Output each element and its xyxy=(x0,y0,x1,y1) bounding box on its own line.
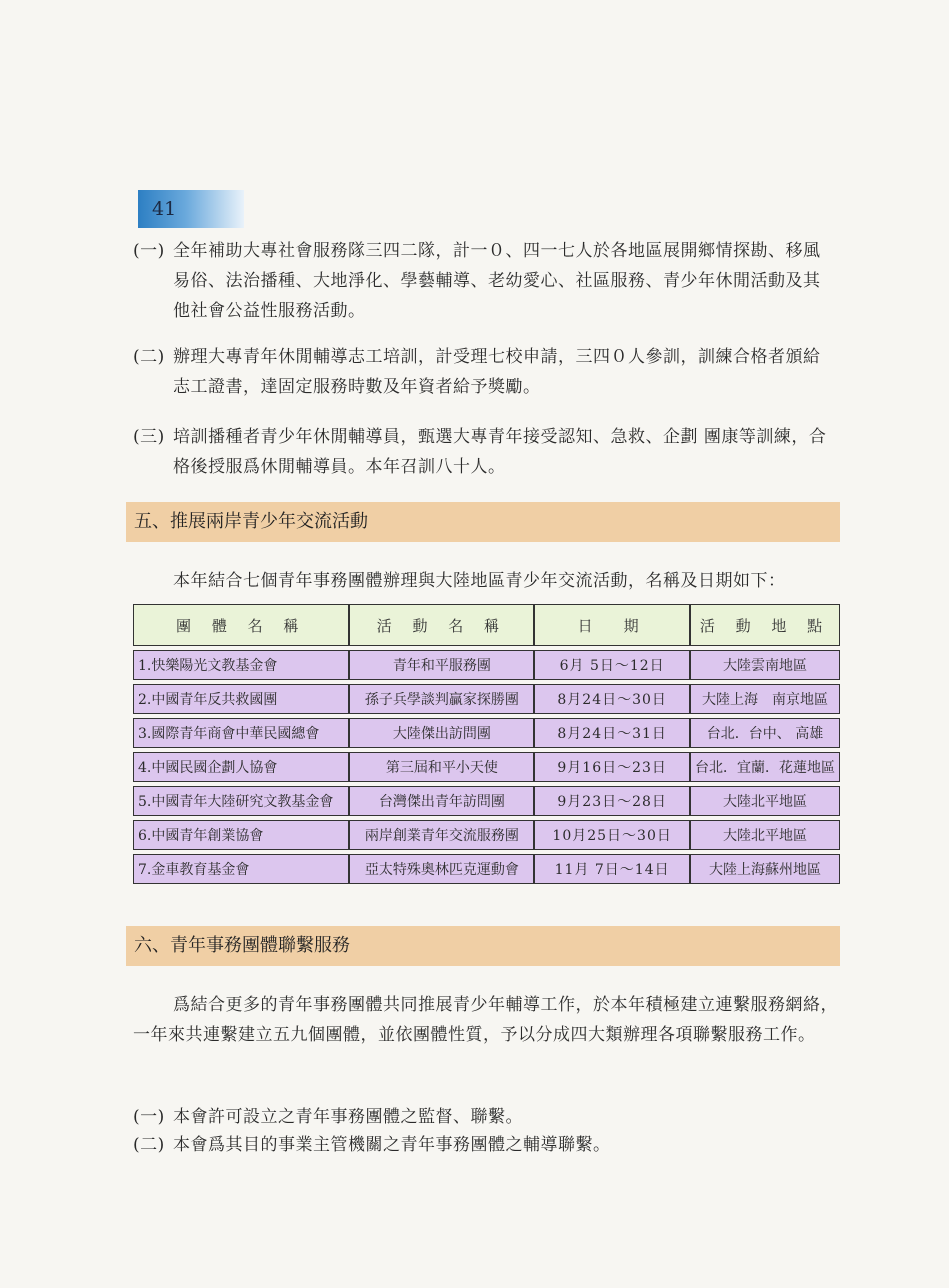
intro-item-3 xyxy=(133,422,833,482)
location-cell: 大陸北平地區 xyxy=(690,820,840,850)
item-text: 辦理大專青年休閒輔導志工培訓，計受理七校申請，三四０人參訓，訓練合格者頒給志工證書，達固定服務時數及年資者給予獎勵。 xyxy=(173,347,821,397)
section5-intro: 本年結合七個青年事務團體辦理與大陸地區青少年交流活動，名稱及日期如下： xyxy=(173,571,786,591)
org-cell: 4.中國民國企劃人協會 xyxy=(133,752,349,782)
activity-cell: 大陸傑出訪問團 xyxy=(349,718,534,748)
table-row xyxy=(133,854,840,884)
date-cell: 10月25日～30日 xyxy=(534,820,690,850)
org-cell: 6.中國青年創業協會 xyxy=(133,820,349,850)
activity-cell: 第三屆和平小天使 xyxy=(349,752,534,782)
activity-cell: 孫子兵學談判贏家探勝團 xyxy=(349,684,534,714)
table-row xyxy=(133,684,840,714)
org-cell: 5.中國青年大陸研究文教基金會 xyxy=(133,786,349,816)
org-cell: 1.快樂陽光文教基金會 xyxy=(133,650,349,680)
date-cell: 8月24日～31日 xyxy=(534,718,690,748)
location-cell: 台北．台中、 高雄 xyxy=(690,718,840,748)
location-cell: 大陸上海 南京地區 xyxy=(690,684,840,714)
org-cell: 2.中國青年反共救國團 xyxy=(133,684,349,714)
date-cell: 8月24日～30日 xyxy=(534,684,690,714)
activity-cell: 兩岸創業青年交流服務團 xyxy=(349,820,534,850)
location-cell: 大陸雲南地區 xyxy=(690,650,840,680)
item-number: (三) xyxy=(133,427,165,447)
item-number: (一) xyxy=(133,1107,165,1127)
header-org: 團 體 名 稱 xyxy=(133,604,349,646)
item-text: 本會爲其目的事業主管機關之青年事務團體之輔導聯繫。 xyxy=(173,1135,611,1155)
date-cell: 11月 7日～14日 xyxy=(534,854,690,884)
table-row xyxy=(133,752,840,782)
section-heading-5: 五、推展兩岸青少年交流活動 xyxy=(126,502,840,542)
intro-item-2 xyxy=(133,342,833,402)
table-header-row xyxy=(133,604,840,646)
table-row xyxy=(133,718,840,748)
item-text: 本會許可設立之青年事務團體之監督、聯繫。 xyxy=(173,1107,523,1127)
activity-table xyxy=(133,600,840,888)
date-cell: 9月23日～28日 xyxy=(534,786,690,816)
table-row xyxy=(133,650,840,680)
item-number: (二) xyxy=(133,347,165,367)
item-number: (二) xyxy=(133,1135,165,1155)
activity-cell: 台灣傑出青年訪問團 xyxy=(349,786,534,816)
date-cell: 9月16日～23日 xyxy=(534,752,690,782)
location-cell: 台北．宜蘭．花蓮地區 xyxy=(690,752,840,782)
org-cell: 3.國際青年商會中華民國總會 xyxy=(133,718,349,748)
item-text: 培訓播種者青少年休閒輔導員，甄選大專青年接受認知、急救、企劃 團康等訓練，合格後授服爲休閒輔導員。本年召訓八十人。 xyxy=(173,427,827,477)
activity-cell: 青年和平服務團 xyxy=(349,650,534,680)
section6-item-2 xyxy=(133,1130,833,1160)
location-cell: 大陸上海蘇州地區 xyxy=(690,854,840,884)
page-number: 41 xyxy=(138,190,244,228)
table-row xyxy=(133,820,840,850)
date-cell: 6月 5日～12日 xyxy=(534,650,690,680)
section-heading-6: 六、青年事務團體聯繫服務 xyxy=(126,926,840,966)
table-row xyxy=(133,786,840,816)
section6-intro: 爲結合更多的青年事務團體共同推展青少年輔導工作，於本年積極建立連繫服務網絡，一年來共連繫建立五九個團體，並依團體性質，予以分成四大類辦理各項聯繫服務工作。 xyxy=(133,995,838,1045)
item-text: 全年補助大專社會服務隊三四二隊，計一０、四一七人於各地區展開鄉情探勘、移風易俗、法治播種、大地淨化、學藝輔導、老幼愛心、社區服務、青少年休閒活動及其他社會公益性服務活動。 xyxy=(173,241,821,321)
activity-cell: 亞太特殊奧林匹克運動會 xyxy=(349,854,534,884)
header-activity: 活 動 名 稱 xyxy=(349,604,534,646)
item-number: (一) xyxy=(133,241,165,261)
org-cell: 7.金車教育基金會 xyxy=(133,854,349,884)
section6-item-1 xyxy=(133,1102,833,1132)
header-location: 活 動 地 點 xyxy=(690,604,840,646)
header-date: 日 期 xyxy=(534,604,690,646)
location-cell: 大陸北平地區 xyxy=(690,786,840,816)
intro-item-1 xyxy=(133,236,833,326)
